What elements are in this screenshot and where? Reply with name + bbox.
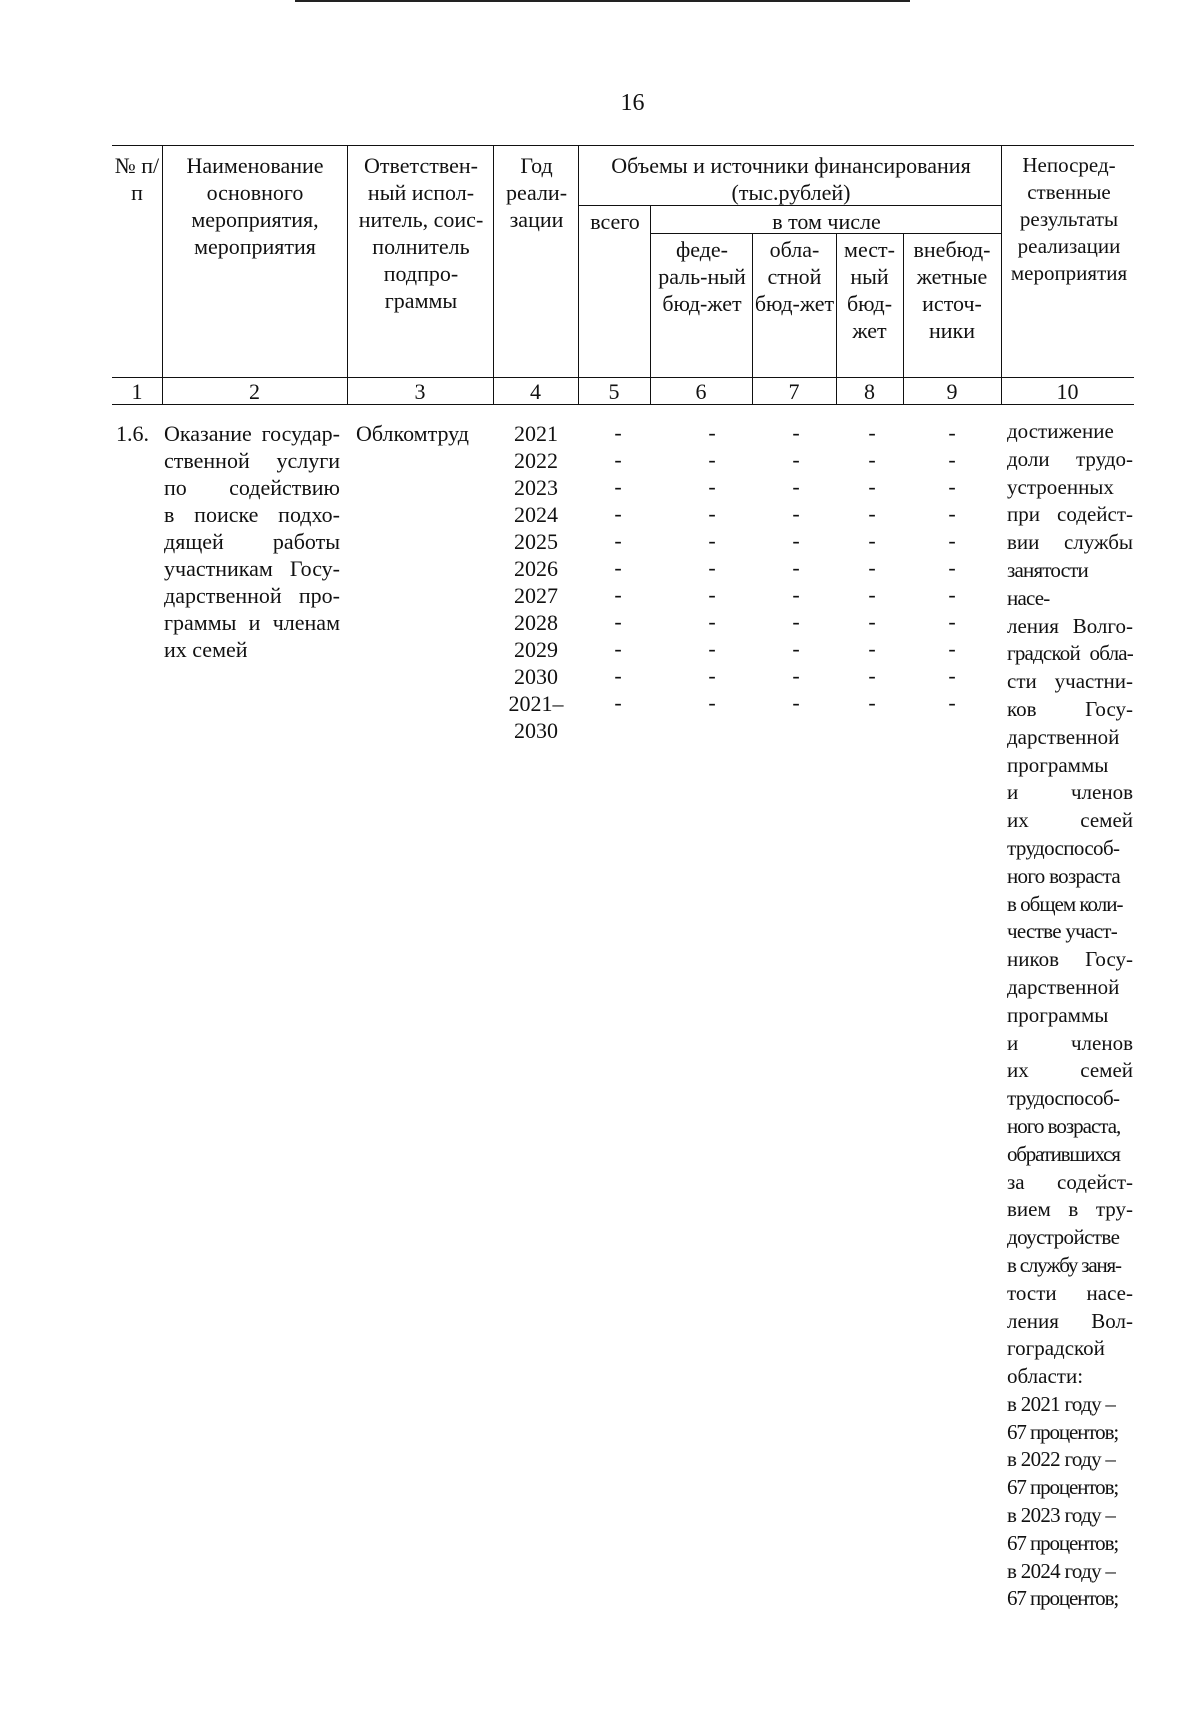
funding-cell-federal: - xyxy=(708,663,716,688)
funding-cell-local: - xyxy=(868,528,876,553)
header-number: № п/п xyxy=(114,153,160,205)
funding-cell-regional: - xyxy=(792,609,800,634)
header-year: Год реали-зации xyxy=(505,153,568,232)
funding-cell-extra: - xyxy=(948,609,956,634)
page-number: 16 xyxy=(620,90,645,116)
result-line: 67 процентов; xyxy=(1007,1475,1119,1500)
funding-cell-total: - xyxy=(614,555,622,580)
funding-cell-total: - xyxy=(614,609,622,634)
header-regional: обла-стной бюд-жет xyxy=(754,237,835,316)
year-value: 2029 xyxy=(514,637,558,662)
col-number-3: 3 xyxy=(414,379,426,404)
funding-cell-extra: - xyxy=(948,663,956,688)
result-line: их семей xyxy=(1007,808,1133,833)
funding-cell-extra: - xyxy=(948,636,956,661)
result-line: сти участни- xyxy=(1007,669,1133,694)
result-line: в 2022 году – xyxy=(1007,1447,1116,1472)
col-number-7: 7 xyxy=(788,379,800,404)
year-value: 2024 xyxy=(514,502,558,527)
funding-cell-federal: - xyxy=(708,447,716,472)
result-line: честве участ- xyxy=(1007,919,1118,944)
result-line: области: xyxy=(1007,1364,1084,1389)
header-name: Наименование основного мероприятия, мероприятия xyxy=(186,153,324,259)
year-value: 2026 xyxy=(514,556,558,581)
result-line: их семей xyxy=(1007,1058,1133,1083)
funding-cell-federal: - xyxy=(708,690,716,715)
funding-cell-local: - xyxy=(868,609,876,634)
funding-cell-regional: - xyxy=(792,420,800,445)
funding-cell-extra: - xyxy=(948,501,956,526)
name-line: участникам Госу- xyxy=(164,556,340,581)
result-line: в службу заня- xyxy=(1007,1252,1121,1277)
funding-cell-regional: - xyxy=(792,582,800,607)
funding-cell-federal: - xyxy=(708,582,716,607)
result-line: доли трудо- xyxy=(1007,446,1133,471)
funding-cell-regional: - xyxy=(792,447,800,472)
result-line: ления Волго- xyxy=(1007,613,1133,638)
result-line: градской обла- xyxy=(1007,641,1133,666)
funding-cell-regional: - xyxy=(792,528,800,553)
col-divider-1 xyxy=(162,145,163,404)
funding-cell-extra: - xyxy=(948,690,956,715)
name-line: ственной услуги xyxy=(164,448,340,473)
result-line: за содейст- xyxy=(1007,1169,1133,1194)
header-total: всего xyxy=(590,209,640,234)
funding-cell-extra: - xyxy=(948,528,956,553)
funding-cell-federal: - xyxy=(708,555,716,580)
funding-cell-local: - xyxy=(868,663,876,688)
funding-cell-federal: - xyxy=(708,609,716,634)
funding-cell-local: - xyxy=(868,420,876,445)
result-line: при содейст- xyxy=(1007,502,1133,527)
funding-cell-total: - xyxy=(614,582,622,607)
col-divider-3 xyxy=(493,145,494,404)
header-extra: внебюд-жетные источ-ники xyxy=(913,237,991,343)
header-top-line xyxy=(112,145,1134,146)
funding-cell-total: - xyxy=(614,501,622,526)
year-value: 2022 xyxy=(514,448,558,473)
funding-cell-regional: - xyxy=(792,636,800,661)
funding-cell-extra: - xyxy=(948,474,956,499)
result-line: программы xyxy=(1007,1002,1109,1027)
funding-cell-extra: - xyxy=(948,582,956,607)
year-value: 2030 xyxy=(514,718,558,743)
header-incl: в том числе xyxy=(772,209,881,234)
col-number-9: 9 xyxy=(946,379,958,404)
name-line: Оказание государ- xyxy=(164,421,340,446)
year-value: 2021– xyxy=(508,691,564,716)
result-line: в 2021 году – xyxy=(1007,1391,1116,1416)
result-line: дарственной xyxy=(1007,974,1120,999)
funding-cell-total: - xyxy=(614,420,622,445)
result-line: ления Вол- xyxy=(1007,1308,1133,1333)
year-value: 2028 xyxy=(514,610,558,635)
funding-cell-local: - xyxy=(868,555,876,580)
funding-cell-total: - xyxy=(614,447,622,472)
top-border-line xyxy=(295,0,910,2)
header-bottom-line xyxy=(112,377,1134,378)
funding-cell-local: - xyxy=(868,447,876,472)
funding-cell-extra: - xyxy=(948,555,956,580)
col-number-1: 1 xyxy=(131,379,143,404)
funding-cell-regional: - xyxy=(792,555,800,580)
funding-cell-total: - xyxy=(614,663,622,688)
col-number-5: 5 xyxy=(608,379,620,404)
funding-cell-extra: - xyxy=(948,447,956,472)
year-value: 2030 xyxy=(514,664,558,689)
funding-cell-federal: - xyxy=(708,501,716,526)
funding-cell-total: - xyxy=(614,690,622,715)
funding-cell-federal: - xyxy=(708,528,716,553)
funding-cell-extra: - xyxy=(948,420,956,445)
header-funding: Объемы и источники финансирования (тыс.рублей) xyxy=(611,153,971,205)
row-name xyxy=(164,420,340,663)
result-line: программы xyxy=(1007,752,1109,777)
result-line: дарственной xyxy=(1007,724,1120,749)
result-line: ного возраста xyxy=(1007,863,1120,888)
col-divider-5 xyxy=(650,205,651,404)
funding-cell-federal: - xyxy=(708,474,716,499)
result-line: ников Госу- xyxy=(1007,947,1133,972)
result-line: ков Госу- xyxy=(1007,696,1133,721)
name-line: дарственной про- xyxy=(164,583,340,608)
funding-cell-regional: - xyxy=(792,501,800,526)
numbers-bottom-line xyxy=(112,404,1134,405)
funding-cell-total: - xyxy=(614,474,622,499)
col-divider-9 xyxy=(1001,145,1002,404)
result-line: трудоспособ- xyxy=(1007,1086,1120,1111)
col-number-8: 8 xyxy=(864,379,875,404)
name-line: граммы и членам xyxy=(164,610,340,635)
col-divider-6 xyxy=(752,233,753,404)
col-number-10: 10 xyxy=(1056,379,1079,404)
funding-cell-total: - xyxy=(614,528,622,553)
funding-cell-local: - xyxy=(868,501,876,526)
result-line: гоградской xyxy=(1007,1336,1105,1361)
result-line: в 2024 году – xyxy=(1007,1558,1116,1583)
funding-cell-regional: - xyxy=(792,663,800,688)
result-line: доустройстве xyxy=(1007,1225,1120,1250)
result-line: 67 процентов; xyxy=(1007,1419,1119,1444)
name-line: в поиске подхо- xyxy=(164,502,340,527)
col-number-4: 4 xyxy=(530,379,541,404)
name-line: их семей xyxy=(164,637,248,662)
funding-cell-regional: - xyxy=(792,474,800,499)
row-years xyxy=(496,420,576,744)
header-federal: феде-раль-ный бюд-жет xyxy=(658,237,746,316)
row-executor: Облкомтруд xyxy=(356,421,469,446)
year-value: 2025 xyxy=(514,529,558,554)
header-results: Непосред-ственные результаты реализации мероприятия xyxy=(1010,153,1128,285)
header-executor: Ответствен-ный испол-нитель, соис-полнитель подпро-граммы xyxy=(358,153,484,313)
result-line: и членов xyxy=(1007,1030,1133,1055)
funding-cell-local: - xyxy=(868,582,876,607)
funding-cell-federal: - xyxy=(708,420,716,445)
result-line: занятости насе- xyxy=(1007,557,1088,610)
result-line: трудоспособ- xyxy=(1007,835,1120,860)
col-number-2: 2 xyxy=(249,379,260,404)
row-number: 1.6. xyxy=(116,421,149,446)
result-line: в 2023 году – xyxy=(1007,1503,1116,1528)
col-divider-4 xyxy=(578,145,579,404)
row-results xyxy=(1007,418,1133,1613)
funding-cell-total: - xyxy=(614,636,622,661)
col-number-6: 6 xyxy=(695,379,707,404)
result-line: тости насе- xyxy=(1007,1280,1133,1305)
result-line: 67 процентов; xyxy=(1007,1530,1119,1555)
result-line: вием в тру- xyxy=(1007,1197,1133,1222)
funding-cell-local: - xyxy=(868,474,876,499)
result-line: 67 процентов; xyxy=(1007,1586,1119,1611)
result-line: обратившихся xyxy=(1007,1141,1120,1166)
result-line: в общем коли- xyxy=(1007,891,1123,916)
year-value: 2027 xyxy=(514,583,558,608)
year-value: 2021 xyxy=(514,421,558,446)
result-line: устроенных xyxy=(1007,474,1114,499)
header-local: мест-ный бюд-жет xyxy=(844,237,895,343)
funding-cell-local: - xyxy=(868,690,876,715)
result-line: вии службы xyxy=(1007,530,1133,555)
result-line: достижение xyxy=(1007,419,1114,443)
funding-cell-regional: - xyxy=(792,690,800,715)
col-divider-2 xyxy=(347,145,348,404)
result-line: и членов xyxy=(1007,780,1133,805)
name-line: дящей работы xyxy=(164,529,340,554)
year-value: 2023 xyxy=(514,475,558,500)
name-line: по содействию xyxy=(164,475,340,500)
funding-cell-local: - xyxy=(868,636,876,661)
funding-cell-federal: - xyxy=(708,636,716,661)
result-line: ного возраста, xyxy=(1007,1113,1121,1138)
